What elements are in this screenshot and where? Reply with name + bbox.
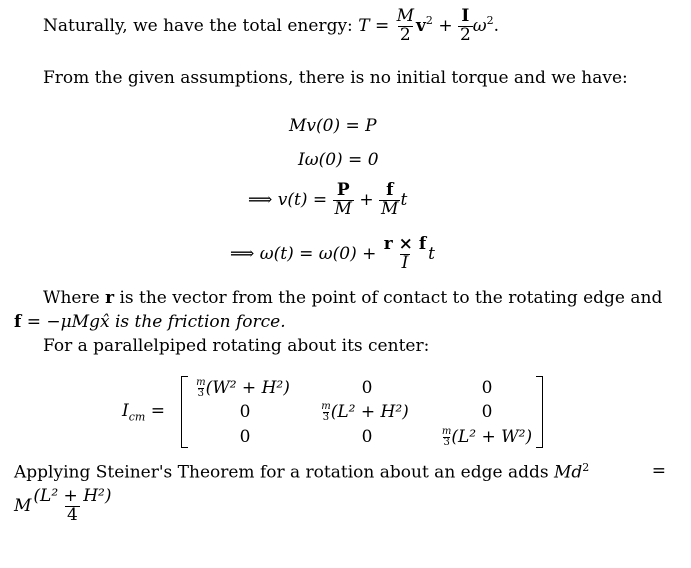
plus-sign-2: +	[359, 189, 374, 210]
velocity-lhs: v(t) =	[277, 189, 328, 210]
steiner-num: (L² + H²)	[33, 486, 112, 506]
omega-equation	[230, 236, 435, 273]
angular-equation: Iω(0) = 0	[298, 150, 379, 170]
velocity-equation	[248, 182, 407, 219]
matrix-r0c2: 0	[481, 378, 493, 398]
where-line-2	[14, 312, 286, 332]
mass-fraction	[395, 8, 416, 45]
momentum-equation: Mv(0) = P	[289, 116, 377, 136]
f-over-M	[379, 182, 400, 219]
parallelpiped-line: For a parallelpiped rotating about its center:	[43, 336, 430, 356]
three-den-3: 3	[443, 437, 450, 448]
matrix-r0c1: 0	[361, 378, 373, 398]
inertia-fraction	[458, 8, 473, 45]
matrix-r1c0: 0	[239, 402, 251, 422]
steiner-den: 4	[67, 504, 78, 525]
where-text-b: is the vector from the point of contact to the rotating edge and	[114, 288, 663, 308]
frac-den-2b: 2	[459, 24, 471, 45]
velocity-v: v	[416, 15, 426, 36]
frac-num-I: I	[461, 6, 470, 26]
square-sup: 2	[425, 14, 433, 28]
energy-T: T	[358, 15, 370, 36]
matrix-r2c0: 0	[239, 427, 251, 447]
time-t: t	[400, 189, 408, 210]
den-I: I	[401, 252, 409, 273]
m-num-3: m	[441, 426, 452, 437]
matrix-r2c1: 0	[361, 427, 373, 447]
Md-sup: 2	[582, 461, 590, 474]
energy-line	[43, 8, 499, 45]
matrix-sub-cm: cm	[128, 410, 146, 424]
square-sup-2: 2	[486, 14, 494, 28]
period: .	[493, 15, 500, 36]
frac-den-2: 2	[399, 24, 411, 45]
implies-arrow-2: ⟹	[230, 243, 255, 264]
num-rxf: r × f	[383, 234, 427, 254]
vector-r: r	[105, 288, 115, 308]
den-M: M	[334, 198, 352, 219]
time-t-2: t	[428, 243, 435, 264]
omega-lhs: ω(t) = ω(0) +	[259, 243, 377, 264]
where-text-a: Where	[43, 288, 106, 308]
frac-num-M: M	[396, 6, 415, 26]
plus-sign: +	[438, 15, 453, 36]
num-P: P	[336, 180, 350, 200]
matrix-I: I	[122, 401, 129, 421]
energy-text: Naturally, we have the total energy:	[43, 15, 359, 36]
r0c0-text: (W² + H²)	[205, 378, 290, 398]
torque-fraction	[382, 236, 428, 273]
den-M2: M	[381, 198, 399, 219]
r1c1-text: (L² + H²)	[330, 402, 409, 422]
m-num-2: m	[321, 401, 331, 412]
implies-arrow: ⟹	[248, 189, 273, 210]
where-line-1	[43, 288, 662, 308]
omega: ω	[472, 15, 487, 36]
P-over-M	[333, 182, 354, 219]
matrix-r2c2	[422, 427, 552, 448]
num-f: f	[386, 180, 394, 200]
steiner-text: Applying Steiner's Theorem for a rotation about an edge adds	[14, 462, 554, 483]
equals-sign: =	[374, 15, 390, 36]
m-num: m	[196, 377, 206, 388]
steiner-equals: =	[651, 461, 666, 481]
vector-f: f	[14, 312, 22, 332]
matrix-r0c0	[178, 378, 308, 399]
matrix-r1c1	[300, 402, 430, 423]
steiner-M: M	[14, 495, 32, 516]
Md-term: Md	[553, 462, 583, 483]
steiner-line	[14, 461, 674, 483]
matrix-equals: =	[150, 401, 165, 421]
r2c2-text: (L² + W²)	[451, 427, 533, 447]
matrix-r1c2: 0	[481, 402, 493, 422]
matrix-label	[122, 401, 165, 423]
three-den: 3	[197, 388, 205, 399]
assumptions-line: From the given assumptions, there is no initial torque and we have:	[43, 68, 628, 88]
steiner-result	[14, 488, 113, 525]
friction-text: = −μMgx̂ is the friction force.	[21, 312, 286, 332]
three-den-2: 3	[322, 412, 330, 423]
steiner-fraction	[31, 488, 113, 525]
